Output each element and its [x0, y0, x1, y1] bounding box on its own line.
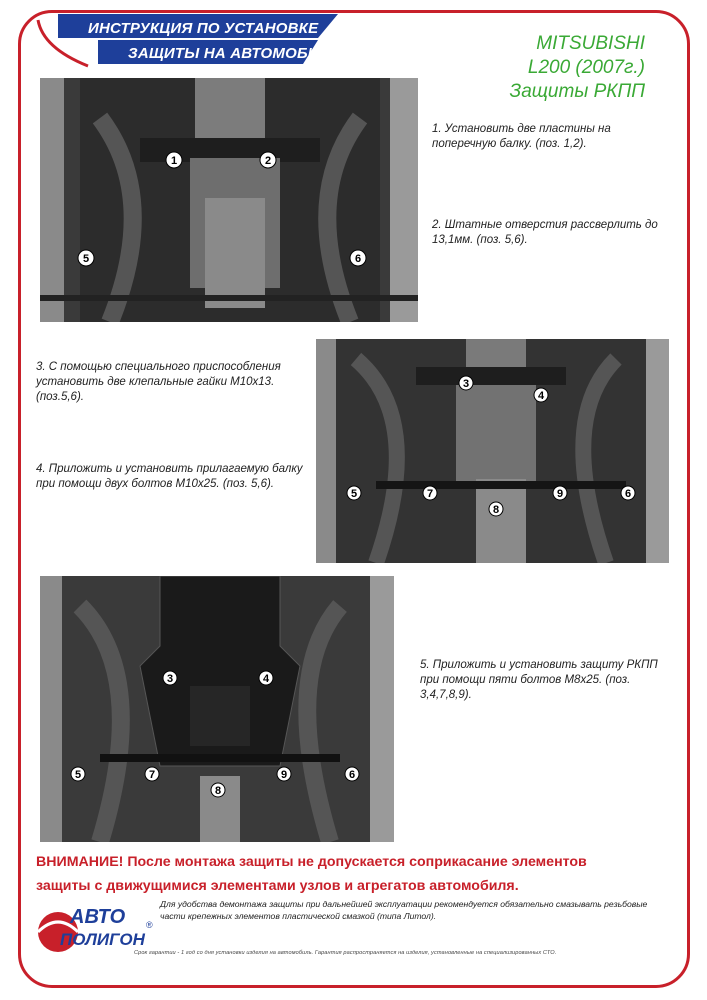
- photo-step1: [40, 78, 418, 322]
- header-banner: [18, 8, 358, 68]
- step-3: 3. С помощью специального приспособления установить две клепальные гайки М10х13. (поз.5,6).: [36, 361, 281, 403]
- label-6: 6: [354, 253, 362, 265]
- label-8: 8: [492, 504, 500, 516]
- photo-step3-4: [316, 339, 669, 563]
- label-4: 4: [537, 390, 545, 402]
- logo-word-poligon: ПОЛИГОН: [60, 930, 145, 949]
- label-6: 6: [624, 488, 632, 500]
- label-5: 5: [74, 769, 82, 781]
- label-7: 7: [148, 769, 156, 781]
- model-part: Защиты РКПП: [509, 81, 645, 102]
- warning-text: [36, 850, 676, 898]
- model-brand: MITSUBISHI: [536, 33, 645, 54]
- guarantee-text: Срок гарантии - 1 год со дня установки изделия на автомобиль. Гарантия распространяется на изделия, установленные на специализированных СТО.: [134, 950, 557, 956]
- label-9: 9: [280, 769, 288, 781]
- label-5: 5: [350, 488, 358, 500]
- step-2: 2. Штатные отверстия рассверлить до 13,1мм. (поз. 5,6).: [432, 219, 658, 246]
- photo-step5: [40, 576, 394, 842]
- label-2: 2: [264, 155, 272, 167]
- label-8: 8: [214, 785, 222, 797]
- maintenance-note: Для удобства демонтажа защиты при дальнейшей эксплуатации рекомендуется обязательно смазывать резьбовые части крепежных элементов пластической смазкой (типа Литол).: [160, 899, 648, 921]
- label-4: 4: [262, 673, 270, 685]
- label-5: 5: [82, 253, 90, 265]
- step-4: 4. Приложить и установить прилагаемую балку при помощи двух болтов М10х25. (поз. 5,6).: [36, 463, 303, 490]
- label-9: 9: [556, 488, 564, 500]
- label-6: 6: [348, 769, 356, 781]
- step-5: 5. Приложить и установить защиту РКПП при помощи пяти болтов М8х25. (поз. 3,4,7,8,9).: [420, 659, 658, 701]
- logo-word-avto: АВТО: [70, 906, 126, 928]
- header-title-line2: ЗАЩИТЫ НА АВТОМОБИЛЬ: [128, 45, 341, 62]
- label-7: 7: [426, 488, 434, 500]
- header-title-line1: ИНСТРУКЦИЯ ПО УСТАНОВКЕ: [88, 20, 319, 37]
- label-3: 3: [462, 378, 470, 390]
- warning-line2: защиты с движущимися элементами узлов и агрегатов автомобиля.: [36, 878, 519, 894]
- model-info: [510, 32, 645, 104]
- step-1: 1. Установить две пластины на поперечную балку. (поз. 1,2).: [432, 123, 611, 150]
- registered-mark: ®: [146, 920, 153, 930]
- label-1: 1: [170, 155, 178, 167]
- warning-line1: ВНИМАНИЕ! После монтажа защиты не допускается соприкасание элементов: [36, 854, 587, 870]
- label-3: 3: [166, 673, 174, 685]
- model-name: L200 (2007г.): [527, 57, 645, 78]
